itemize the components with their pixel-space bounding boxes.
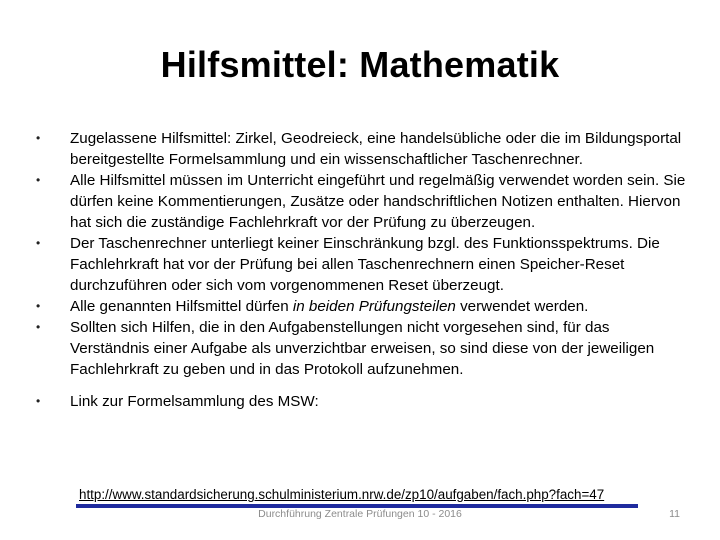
- bullet-text: Sollten sich Hilfen, die in den Aufgabenstellungen nicht vorgesehen sind, für das Verständnis einer Aufgabe als unverzichtbar erweisen, so sind diese von der jeweiligen Fachlehrkraft zu geben und in das Protokoll aufzunehmen.: [70, 319, 655, 378]
- bullet-text-start: Alle genannten Hilfsmittel dürfen: [70, 298, 293, 315]
- bullet-icon: •: [36, 394, 41, 408]
- bullet-item-taschenrechner: [30, 233, 690, 296]
- bullet-list: [30, 128, 690, 412]
- slide-footer: Durchführung Zentrale Prüfungen 10 - 2016: [258, 508, 462, 520]
- bullet-text: Der Taschenrechner unterliegt keiner Einschränkung bzgl. des Funktionsspektrums. Die Fachlehrkraft hat vor der Prüfung bei allen Taschenrechnern einen Speicher-Reset durchzuführen oder sich vom vorgenommenen Reset überzeugt.: [70, 235, 660, 294]
- bullet-text-emphasis: in beiden Prüfungsteilen: [292, 298, 456, 315]
- bullet-icon: •: [36, 299, 41, 313]
- bullet-icon: •: [36, 320, 41, 334]
- bullet-item-link-label: [30, 391, 690, 412]
- bullet-text-end: verwendet werden.: [455, 298, 589, 315]
- bullet-icon: •: [36, 173, 41, 187]
- bullet-item-hilfen: [30, 317, 690, 380]
- slide-title: Hilfsmittel: Mathematik: [160, 44, 560, 85]
- bullet-item-pruefungsteile: [30, 296, 690, 317]
- bullet-text: Alle Hilfsmittel müssen im Unterricht eingeführt und regelmäßig verwendet worden sein. Sie dürfen keine Kommentierungen, Zusätze oder handschriftlichen Notizen enthalten. Hiervon hat sich die zuständige Fachlehrkraft vor der Prüfung zu überzeugen.: [70, 172, 686, 231]
- bullet-text: Zugelassene Hilfsmittel: Zirkel, Geodreieck, eine handelsübliche oder die im Bildungsportal bereitgestellte Formelsammlung und ein wissenschaftlicher Taschenrechner.: [70, 130, 682, 168]
- bullet-text: Link zur Formelsammlung des MSW:: [70, 393, 319, 410]
- bullet-icon: •: [36, 236, 41, 250]
- bullet-item-unterricht: [30, 170, 690, 233]
- formelsammlung-link[interactable]: http://www.standardsicherung.schulministerium.nrw.de/zp10/aufgaben/fach.php?fach=47: [79, 487, 605, 502]
- bullet-icon: •: [36, 131, 41, 145]
- page-number: 11: [669, 508, 680, 520]
- bullet-item-hilfsmittel: [30, 128, 690, 170]
